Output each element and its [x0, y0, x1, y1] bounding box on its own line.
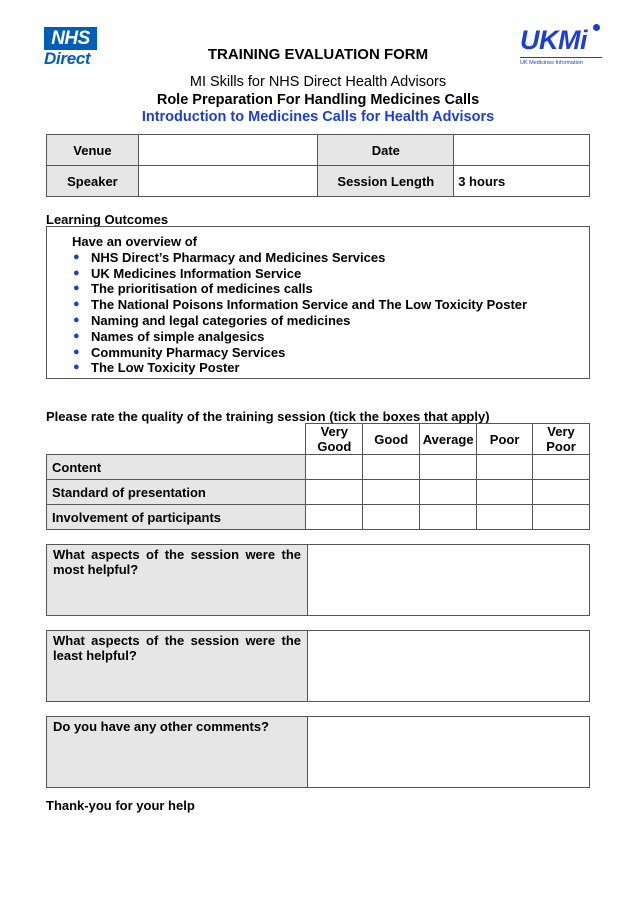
column-header-very-poor: Very Poor [533, 424, 590, 455]
tick-box[interactable] [477, 455, 533, 480]
list-item [72, 360, 589, 376]
info-row-venue [47, 135, 590, 166]
most-helpful-table [46, 544, 590, 616]
tick-box[interactable] [477, 480, 533, 505]
bullet-icon: ● [73, 266, 80, 279]
date-label: Date [318, 135, 454, 166]
rating-heading: Please rate the quality of the training session (tick the boxes that apply) [46, 409, 490, 424]
outcomes-list [72, 250, 589, 376]
column-header-very-good: Very Good [306, 424, 363, 455]
table-row [47, 505, 590, 530]
tick-box[interactable] [420, 455, 477, 480]
ukmi-dot-icon [593, 24, 600, 31]
other-comments-question: Do you have any other comments? [47, 717, 308, 788]
thank-you-text: Thank-you for your help [46, 798, 195, 813]
tick-box[interactable] [306, 455, 363, 480]
tick-box[interactable] [363, 505, 420, 530]
outcome-text: Naming and legal categories of medicines [91, 312, 351, 328]
session-info-table [46, 134, 590, 197]
least-helpful-answer-field[interactable] [308, 631, 590, 702]
list-item [72, 313, 589, 329]
column-header-average: Average [420, 424, 477, 455]
bullet-icon: ● [73, 282, 80, 295]
table-row [47, 455, 590, 480]
tick-box[interactable] [420, 505, 477, 530]
ukmi-logo-subtext: UK Medicines Information [520, 60, 583, 66]
list-item [72, 329, 589, 345]
module-title: Role Preparation For Handling Medicines Calls [156, 92, 480, 108]
outcome-text: The Low Toxicity Poster [91, 360, 240, 376]
other-comments-answer-field[interactable] [308, 717, 590, 788]
tick-box[interactable] [306, 505, 363, 530]
session-length-label: Session Length [318, 166, 454, 197]
speaker-field[interactable] [138, 166, 318, 197]
table-row [47, 545, 590, 616]
nhs-logo-text: NHS [44, 27, 97, 50]
least-helpful-question: What aspects of the session were the least helpful? [47, 631, 308, 702]
speaker-label: Speaker [47, 166, 139, 197]
list-item [72, 281, 589, 297]
rating-table [46, 423, 590, 530]
ukmi-logo-text: UKMi [520, 25, 587, 55]
outcome-text: The prioritisation of medicines calls [91, 281, 313, 297]
nhs-logo-subtext: Direct [44, 49, 91, 68]
tick-box[interactable] [306, 480, 363, 505]
tick-box[interactable] [477, 505, 533, 530]
bullet-icon: ● [73, 345, 80, 358]
bullet-icon: ● [73, 329, 80, 342]
rating-header-row [47, 424, 590, 455]
most-helpful-question: What aspects of the session were the most helpful? [47, 545, 308, 616]
learning-outcomes-box [46, 226, 590, 379]
tick-box[interactable] [533, 480, 590, 505]
table-row [47, 480, 590, 505]
table-row [47, 631, 590, 702]
list-item [72, 297, 589, 313]
outcome-text: Community Pharmacy Services [91, 344, 286, 360]
rating-corner [47, 424, 306, 455]
column-header-poor: Poor [477, 424, 533, 455]
form-title: TRAINING EVALUATION FORM [207, 46, 429, 63]
bullet-icon: ● [73, 250, 80, 263]
row-label-involvement: Involvement of participants [47, 505, 306, 530]
least-helpful-table [46, 630, 590, 702]
other-comments-table [46, 716, 590, 788]
date-field[interactable] [454, 135, 590, 166]
list-item [72, 345, 589, 361]
row-label-content: Content [47, 455, 306, 480]
tick-box[interactable] [533, 505, 590, 530]
info-row-speaker [47, 166, 590, 197]
session-length-field[interactable]: 3 hours [454, 166, 590, 197]
venue-label: Venue [47, 135, 139, 166]
list-item [72, 250, 589, 266]
outcome-text: Names of simple analgesics [91, 328, 265, 344]
tick-box[interactable] [533, 455, 590, 480]
column-header-good: Good [363, 424, 420, 455]
bullet-icon: ● [73, 313, 80, 326]
row-label-presentation: Standard of presentation [47, 480, 306, 505]
table-row [47, 717, 590, 788]
outcome-text: NHS Direct’s Pharmacy and Medicines Services [91, 249, 386, 265]
bullet-icon: ● [73, 361, 80, 374]
tick-box[interactable] [420, 480, 477, 505]
session-title: Introduction to Medicines Calls for Health Advisors [141, 109, 495, 125]
course-title: MI Skills for NHS Direct Health Advisors [189, 74, 447, 90]
bullet-icon: ● [73, 298, 80, 311]
outcome-text: UK Medicines Information Service [91, 265, 302, 281]
list-item [72, 266, 589, 282]
learning-outcomes-heading: Learning Outcomes [46, 212, 169, 227]
outcome-text: The National Poisons Information Service and The Low Toxicity Poster [91, 297, 528, 313]
tick-box[interactable] [363, 455, 420, 480]
most-helpful-answer-field[interactable] [308, 545, 590, 616]
outcomes-intro: Have an overview of [72, 234, 197, 249]
venue-field[interactable] [138, 135, 318, 166]
tick-box[interactable] [363, 480, 420, 505]
